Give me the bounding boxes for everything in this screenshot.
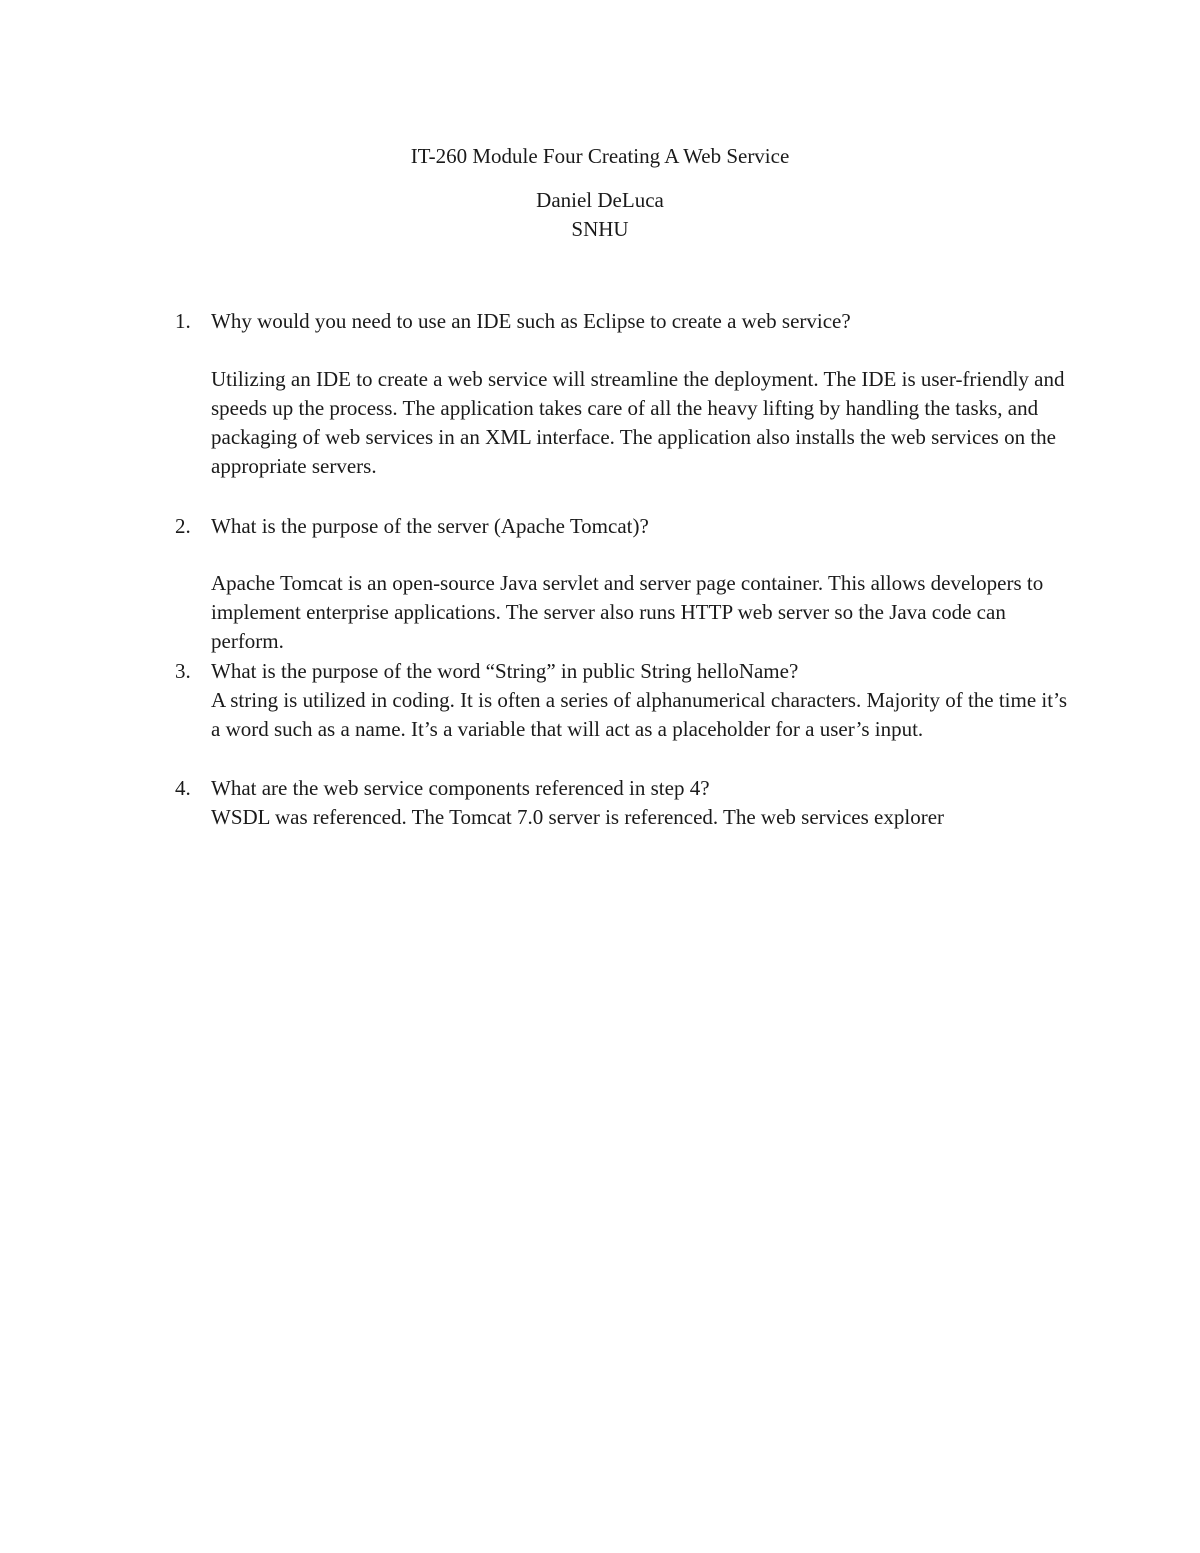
answer-2 bbox=[211, 569, 1071, 656]
question-3 bbox=[175, 657, 1071, 686]
answer-1 bbox=[211, 365, 1071, 481]
question-text: Why would you need to use an IDE such as Eclipse to create a web service? bbox=[211, 309, 851, 333]
answer-text: WSDL was referenced. The Tomcat 7.0 server is referenced. The web services explorer bbox=[211, 805, 945, 829]
answer-text: A string is utilized in coding. It is often a series of alphanumerical characters. Majority of the time it’s a word such as a name. It’s a variable that will act as a placeholder for a user’s input. bbox=[211, 688, 1068, 741]
question-4 bbox=[175, 774, 1071, 803]
document-title: IT-260 Module Four Creating A Web Service bbox=[410, 144, 790, 168]
question-number: 1. bbox=[175, 309, 191, 333]
answer-text: Utilizing an IDE to create a web service will streamline the deployment. The IDE is user-friendly and speeds up the process. The application takes care of all the heavy lifting by handling the tasks, and packaging of web services in an XML interface. The application also installs the web services on the appropriate servers. bbox=[211, 367, 1065, 478]
question-number: 2. bbox=[175, 514, 191, 538]
answer-text: Apache Tomcat is an open-source Java servlet and server page container. This allows developers to implement enterprise applications. The server also runs HTTP web server so the Java code can perform. bbox=[211, 571, 1044, 653]
question-text: What is the purpose of the server (Apache Tomcat)? bbox=[211, 514, 649, 538]
question-2 bbox=[175, 512, 1071, 541]
author-name: Daniel DeLuca bbox=[536, 188, 664, 212]
question-1 bbox=[175, 307, 1071, 336]
question-text: What is the purpose of the word “String” in public String helloName? bbox=[211, 659, 799, 683]
question-number: 3. bbox=[175, 659, 191, 683]
question-number: 4. bbox=[175, 776, 191, 800]
answer-3 bbox=[211, 686, 1071, 744]
question-text: What are the web service components referenced in step 4? bbox=[211, 776, 710, 800]
institution-name: SNHU bbox=[571, 217, 629, 241]
answer-4 bbox=[211, 803, 1071, 832]
